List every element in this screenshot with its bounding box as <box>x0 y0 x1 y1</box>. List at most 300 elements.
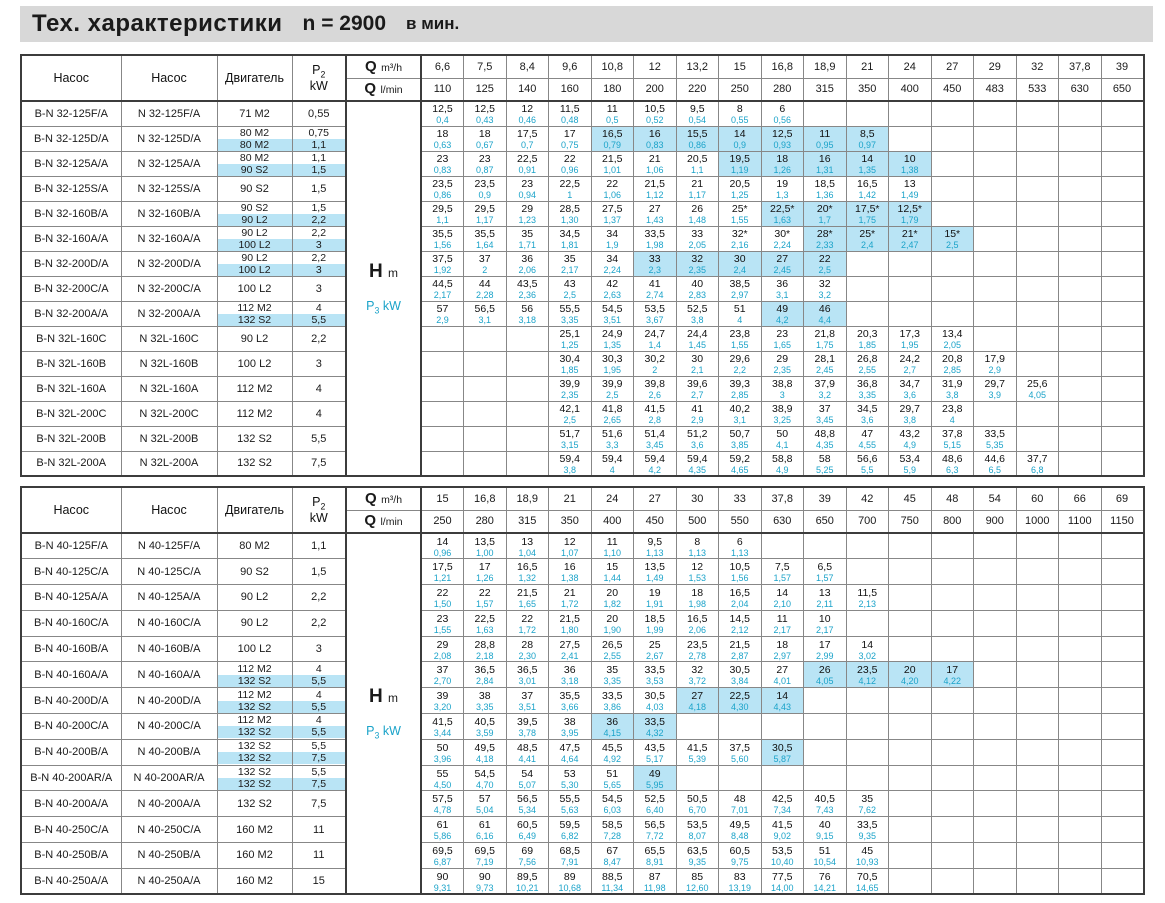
h-value: 35,5 <box>432 228 453 240</box>
h-value: 90 <box>436 870 449 883</box>
h-p-cell <box>591 714 634 740</box>
p3-value: 3,1 <box>478 315 491 325</box>
h-p-cell <box>974 533 1017 559</box>
h-p-cell <box>1059 636 1102 662</box>
h-p-cell <box>761 226 804 251</box>
h-p-cell <box>634 351 677 376</box>
h-p-cell <box>676 610 719 636</box>
h-p-cell <box>846 326 889 351</box>
table-body <box>21 533 1144 894</box>
p3-value: 3,78 <box>518 727 537 738</box>
p3-value: 7,19 <box>475 856 494 867</box>
p2-value: 11 <box>313 823 325 836</box>
h-p-cell <box>549 326 592 351</box>
q-lmin-value: 900 <box>974 510 1017 533</box>
h-value: 12,5* <box>897 203 923 215</box>
h-value: 32 <box>818 278 831 290</box>
h-p-cell <box>846 559 889 585</box>
tables-container <box>20 54 1145 895</box>
p3-value: 3,18 <box>560 676 579 687</box>
p2-value-cell <box>292 817 346 843</box>
h-value: 42,5 <box>772 793 793 806</box>
p2-value: 5,5 <box>311 432 327 445</box>
table-row <box>21 401 1144 426</box>
h-p-cell <box>889 714 932 740</box>
p3-value: 6,16 <box>475 831 494 842</box>
h-p-cell <box>804 326 847 351</box>
h-p-cell <box>549 426 592 451</box>
p3-value: 2,6 <box>648 390 661 400</box>
h-value: 49 <box>648 767 661 780</box>
p3-value: 1,55 <box>730 215 749 225</box>
h-p-cell <box>1059 276 1102 301</box>
h-value: 43 <box>563 278 576 290</box>
h-p-cell <box>549 376 592 401</box>
h-value: 20 <box>606 612 619 625</box>
p2-value-cell <box>292 126 346 151</box>
h-p-cell <box>1059 376 1102 401</box>
q-lmin-label-cell: Q l/min <box>346 510 421 533</box>
h-p-cell <box>846 401 889 426</box>
h-value: 17,9 <box>984 353 1005 365</box>
motor-label: 132 S2 <box>218 314 292 326</box>
h-value: 14 <box>861 638 874 651</box>
h-p-cell <box>634 301 677 326</box>
h-value: 37 <box>436 664 449 677</box>
h-value: 56,5 <box>644 819 665 832</box>
p3-value: 2,55 <box>603 650 622 661</box>
p3-value: 3,8 <box>903 415 916 425</box>
h-p-cell <box>761 533 804 559</box>
p3-value: 2,97 <box>730 290 749 300</box>
p3-value: 0,87 <box>475 165 494 175</box>
h-value: 45,5 <box>602 741 623 754</box>
h-p-cell <box>464 765 507 791</box>
h-value: 40,2 <box>729 403 750 415</box>
p3-value: 4,20 <box>900 676 919 687</box>
h-p-cell <box>676 201 719 226</box>
q-lmin-value: 140 <box>506 78 549 101</box>
h-p-cell <box>634 276 677 301</box>
p3-value: 3,2 <box>818 390 831 400</box>
h-value: 33,5 <box>857 819 878 832</box>
q-m3h-value: 15 <box>719 55 762 78</box>
table-row <box>21 791 1144 817</box>
h-p-cell <box>549 843 592 869</box>
p3-value: 4,9 <box>903 440 916 450</box>
motor-label: 100 L2 <box>218 264 292 276</box>
h-p-cell <box>1059 251 1102 276</box>
p3-value: 2,5 <box>563 415 576 425</box>
h-p-cell <box>1101 843 1144 869</box>
p3-value: 2,5 <box>563 290 576 300</box>
p2-value: 1,1 <box>311 540 327 553</box>
p3-value: 11,98 <box>643 882 666 893</box>
h-p-cell <box>464 739 507 765</box>
p3-value: 4,30 <box>730 702 749 713</box>
p3-value: 4,22 <box>943 676 962 687</box>
p3-value: 7,34 <box>773 805 792 816</box>
h-value: 30,2 <box>644 353 665 365</box>
h-p-cell <box>761 351 804 376</box>
q-m3h-value: 29 <box>974 55 1017 78</box>
h-p-cell <box>464 126 507 151</box>
h-p-cell <box>974 176 1017 201</box>
h-p-cell <box>1101 714 1144 740</box>
h-value: 37 <box>521 690 534 703</box>
h-p-cell <box>761 688 804 714</box>
p3-value: 3,6 <box>860 415 874 425</box>
pump-name-cell: B-N 40-160B/A <box>21 636 121 662</box>
motor-label: 90 L2 <box>240 617 269 630</box>
p3-value: 2,35 <box>773 365 792 375</box>
h-p-cell <box>634 451 677 476</box>
h-p-cell <box>464 688 507 714</box>
p3-value: 4,15 <box>603 727 622 738</box>
h-p-cell <box>676 585 719 611</box>
h-p-cell <box>974 101 1017 126</box>
table-row <box>21 226 1144 251</box>
table-row <box>21 326 1144 351</box>
p3-value: 2,4 <box>860 240 874 250</box>
h-p-cell <box>421 201 464 226</box>
p3-value: 2,08 <box>433 650 452 661</box>
p2-value-cell <box>292 426 346 451</box>
h-p-cell <box>549 151 592 176</box>
p3-value: 2,35 <box>688 265 707 275</box>
h-p-cell <box>464 351 507 376</box>
p3-value: 1,57 <box>475 598 494 609</box>
h-value: 30,5 <box>772 741 793 754</box>
h-p-cell <box>1016 201 1059 226</box>
p3-value: 5,65 <box>603 779 622 790</box>
h-p-cell <box>889 126 932 151</box>
h-p-cell <box>719 251 762 276</box>
p3-value: 3,02 <box>858 650 877 661</box>
h-value: 17 <box>478 561 491 574</box>
p3-value: 2,87 <box>730 650 749 661</box>
pump-name-cell: B-N 32-200A/A <box>21 301 121 326</box>
h-value: 22,5 <box>474 612 495 625</box>
h-p-cell <box>804 817 847 843</box>
h-p-cell <box>1059 451 1102 476</box>
h-p-cell <box>506 585 549 611</box>
p3-value: 0,96 <box>433 547 452 558</box>
q-m3h-value: 6,6 <box>421 55 464 78</box>
h-value: 15,5 <box>687 128 708 140</box>
q-m3h-value: 16,8 <box>761 55 804 78</box>
h-p-cell <box>549 688 592 714</box>
h-p-cell <box>676 351 719 376</box>
p3-value: 6,03 <box>603 805 622 816</box>
h-p-cell <box>846 376 889 401</box>
p3-value: 14,00 <box>770 882 794 893</box>
h-p-cell <box>931 426 974 451</box>
h-value: 38 <box>478 690 491 703</box>
h-value: 18 <box>691 586 704 599</box>
h-p-cell <box>931 151 974 176</box>
h-value: 36,5 <box>517 664 538 677</box>
h-p-cell <box>719 151 762 176</box>
h-value: 23 <box>521 178 534 190</box>
h-p-cell <box>421 843 464 869</box>
p3-value: 1,91 <box>645 598 664 609</box>
h-value: 16,5 <box>602 128 623 140</box>
q-lmin-value: 315 <box>506 510 549 533</box>
h-p-cell <box>591 351 634 376</box>
pump-name2-cell: N 32-160B/A <box>121 201 217 226</box>
h-p-cell <box>676 868 719 894</box>
h-p-cell <box>889 533 932 559</box>
p3-value: 1,80 <box>560 624 579 635</box>
p3-value: 6,40 <box>645 805 664 816</box>
p3-value: 0,55 <box>730 115 749 126</box>
h-p-cell <box>1016 126 1059 151</box>
p3-value: 5,39 <box>688 753 707 764</box>
h-value: 24,4 <box>687 328 708 340</box>
motor-label: 90 L2 <box>218 214 292 226</box>
h-p-cell <box>804 714 847 740</box>
h-p-cell <box>634 636 677 662</box>
h-value: 76 <box>818 870 831 883</box>
h-p-cell <box>761 301 804 326</box>
h-p-cell <box>591 326 634 351</box>
p2-value-cell <box>292 376 346 401</box>
h-value: 13 <box>521 535 534 548</box>
h-value: 55 <box>436 767 449 780</box>
q-m3h-value: 39 <box>804 487 847 510</box>
h-value: 6 <box>779 103 786 116</box>
h-p-cell <box>761 101 804 126</box>
h-value: 46 <box>818 303 831 315</box>
p3-value: 1,35 <box>858 165 877 175</box>
q-lmin-value: 350 <box>846 78 889 101</box>
table-row <box>21 817 1144 843</box>
p3-value: 3,1 <box>775 290 789 300</box>
p2-value: 1,5 <box>293 164 346 176</box>
motor-cell <box>217 714 292 740</box>
h-p-cell <box>931 868 974 894</box>
h-p-cell <box>634 126 677 151</box>
h-value: 13,5 <box>644 561 665 574</box>
h-value: 27,5 <box>602 203 623 215</box>
q-m3h-value: 24 <box>889 55 932 78</box>
p3-value: 8,91 <box>645 856 664 867</box>
h-value: 9,5 <box>689 103 705 116</box>
h-p-cell <box>804 610 847 636</box>
p2-value: 4 <box>315 662 322 675</box>
h-value: 24,7 <box>644 328 665 340</box>
h-p-cell <box>591 101 634 126</box>
h-value: 51,6 <box>602 428 623 440</box>
h-p-cell <box>549 636 592 662</box>
p3-value: 3,9 <box>988 390 1001 400</box>
p3-value: 1,00 <box>475 547 494 558</box>
h-p-cell <box>1016 326 1059 351</box>
h-p-cell <box>974 817 1017 843</box>
p3-value: 9,02 <box>773 831 792 842</box>
h-p-cell <box>1016 376 1059 401</box>
h-p-cell <box>1101 791 1144 817</box>
motor-label: 90 L2 <box>240 332 269 345</box>
h-p-cell <box>549 126 592 151</box>
h-value: 44,5 <box>432 278 453 290</box>
h-p-cell <box>506 426 549 451</box>
h-p-cell <box>931 739 974 765</box>
p3-value: 7,56 <box>518 856 537 867</box>
h-p-cell <box>549 662 592 688</box>
motor-label: 90 S2 <box>218 164 292 176</box>
pump-name2-cell: N 32L-160B <box>121 351 217 376</box>
q-m3h-value: 18,9 <box>804 55 847 78</box>
h-p-cell <box>804 376 847 401</box>
p3-value: 0,43 <box>475 115 494 126</box>
h-p-cell <box>719 101 762 126</box>
h-p-cell <box>761 739 804 765</box>
p3-value: 1,30 <box>560 215 579 225</box>
pump-name2-cell: N 40-125A/A <box>121 585 217 611</box>
h-value: 53,5 <box>644 303 665 315</box>
h-p-cell <box>889 765 932 791</box>
h-p-cell <box>634 401 677 426</box>
motor-cell <box>217 585 292 611</box>
p3-value: 0,75 <box>560 140 579 150</box>
h-value: 22 <box>478 586 491 599</box>
h-value: 58 <box>818 452 831 465</box>
h-p-cell <box>1016 276 1059 301</box>
q-lmin-value: 450 <box>634 510 677 533</box>
h-value: 28,8 <box>474 638 495 651</box>
h-value: 18 <box>436 128 449 140</box>
p3-value: 0,54 <box>688 115 707 126</box>
h-p-cell <box>974 126 1017 151</box>
h-p-cell <box>464 426 507 451</box>
h-p-cell <box>889 610 932 636</box>
motor-cell <box>217 817 292 843</box>
pump-name-cell: B-N 32-125F/A <box>21 101 121 126</box>
p2-value-cell <box>292 451 346 476</box>
h-p-cell <box>421 714 464 740</box>
h-value: 28 <box>521 638 534 651</box>
h-p-cell <box>591 376 634 401</box>
h-value: 33,5 <box>644 664 665 677</box>
p3-label: $Р_3$ kW <box>366 724 401 741</box>
h-p-cell <box>974 376 1017 401</box>
h-p-cell <box>719 765 762 791</box>
h-p-cell <box>846 714 889 740</box>
motor-label: 132 S2 <box>237 766 272 779</box>
h-value: 56,5 <box>517 793 538 806</box>
p3-value: 2,33 <box>815 240 834 250</box>
h-p-cell <box>719 817 762 843</box>
p2-value-cell <box>292 101 346 126</box>
h-p-cell <box>506 276 549 301</box>
pump-name2-cell: N 40-250B/A <box>121 843 217 869</box>
p3-value: 2,7 <box>903 365 916 375</box>
q-m3h-value: 10,8 <box>591 55 634 78</box>
motor-cell <box>217 426 292 451</box>
p3-value: 7,01 <box>730 805 749 816</box>
h-value: 37,9 <box>814 378 835 390</box>
h-p-cell <box>1059 101 1102 126</box>
h-value: 17 <box>818 638 831 651</box>
p3-value: 3,15 <box>560 440 579 450</box>
pump-name-cell: B-N 32-125A/A <box>21 151 121 176</box>
h-value: 34,5 <box>559 228 580 240</box>
h-value: 51,7 <box>559 428 580 440</box>
p3-value: 4,18 <box>688 702 707 713</box>
h-value: 50,7 <box>729 428 750 440</box>
p2-value: 7,5 <box>293 752 346 764</box>
h-value: 17 <box>946 664 959 677</box>
q-lmin-value: 315 <box>804 78 847 101</box>
h-p-cell <box>421 226 464 251</box>
p3-value: 6,70 <box>688 805 707 816</box>
h-value: 30,5 <box>644 690 665 703</box>
h-p-cell <box>846 791 889 817</box>
h-value: 32* <box>731 228 748 240</box>
h-p-cell <box>464 301 507 326</box>
h-p-cell <box>761 176 804 201</box>
h-p-cell <box>421 451 464 476</box>
h-p-cell <box>974 276 1017 301</box>
motor-label: 80 M2 <box>239 151 270 164</box>
p3-value: 0,67 <box>475 140 494 150</box>
h-value: 41,5 <box>772 819 793 832</box>
h-value: 13 <box>903 178 916 190</box>
q-lmin-value: 1100 <box>1059 510 1102 533</box>
p2-value: 11 <box>313 849 325 862</box>
h-value: 38,8 <box>772 378 793 390</box>
p2-value-cell <box>292 401 346 426</box>
p3-value: 1,9 <box>605 240 619 250</box>
q-lmin-value: 200 <box>634 78 677 101</box>
h-p-cell <box>1101 636 1144 662</box>
h-p-cell <box>1059 739 1102 765</box>
p3-value: 1,95 <box>900 340 919 350</box>
p3-value: 0,91 <box>518 165 537 175</box>
h-p-cell <box>931 201 974 226</box>
h-p-cell <box>931 101 974 126</box>
q-m3h-value: 16,8 <box>464 487 507 510</box>
q-lmin-value: 650 <box>1101 78 1144 101</box>
pump-name2-cell: N 32-125A/A <box>121 151 217 176</box>
h-value: 51 <box>733 303 746 315</box>
q-lmin-value: 800 <box>931 510 974 533</box>
p3-value: 5,35 <box>985 440 1004 450</box>
h-value: 44,6 <box>984 452 1005 465</box>
q-m3h-value: 21 <box>846 55 889 78</box>
h-value: 20 <box>903 664 916 677</box>
p3-value: 4,50 <box>433 779 452 790</box>
h-p-cell <box>846 301 889 326</box>
pump-name-cell: B-N 40-250A/A <box>21 868 121 894</box>
h-p-cell <box>804 636 847 662</box>
h-p-cell <box>1059 688 1102 714</box>
p3-value: 1,55 <box>730 340 749 350</box>
motor-col-header: Двигатель <box>217 55 292 101</box>
h-p-cell <box>761 376 804 401</box>
h-p-cell <box>931 126 974 151</box>
p2-value: 4 <box>315 407 322 420</box>
p3-value: 2,05 <box>943 340 962 350</box>
q-m3h-value: 37,8 <box>1059 55 1102 78</box>
h-p-cell <box>1016 791 1059 817</box>
p3-value: 2,5 <box>605 390 619 400</box>
h-value: 16 <box>563 561 576 574</box>
h-p-cell <box>719 662 762 688</box>
p2-value: 7,5 <box>311 457 327 470</box>
